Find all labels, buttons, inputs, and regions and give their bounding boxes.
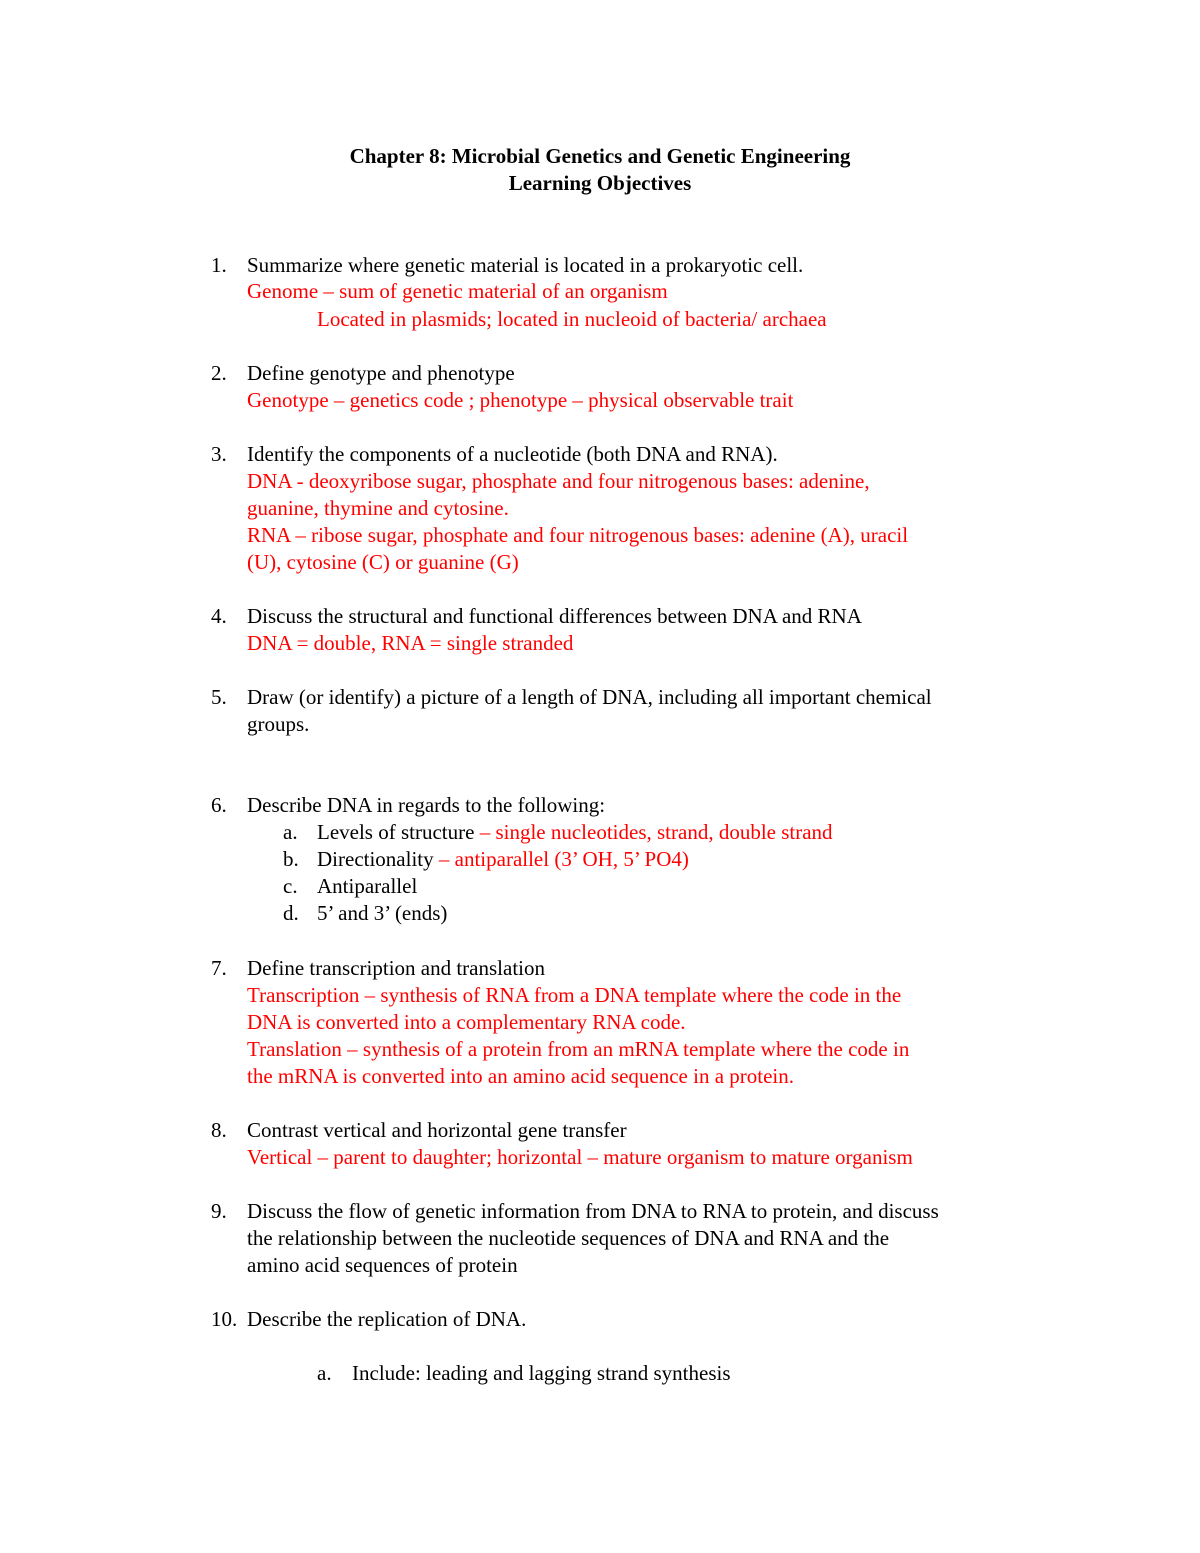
question-text: Describe the replication of DNA. — [247, 1307, 527, 1331]
subitem-letter: a. — [317, 1361, 332, 1385]
answer-text: Genome – sum of genetic material of an organism — [247, 279, 668, 303]
page-subtitle: Learning Objectives — [508, 171, 692, 195]
subitem-text — [317, 846, 689, 873]
question-text: Draw (or identify) a picture of a length of DNA, including all important chemical — [247, 685, 932, 709]
item-number: 5. — [211, 685, 227, 709]
question-text: amino acid sequences of protein — [247, 1253, 518, 1277]
subitem-label: Antiparallel — [317, 874, 418, 898]
answer-text: Genotype – genetics code ; phenotype – physical observable trait — [247, 388, 794, 412]
answer-text: Vertical – parent to daughter; horizontal – mature organism to mature organism — [247, 1145, 913, 1169]
question-text: the relationship between the nucleotide sequences of DNA and RNA and the — [247, 1226, 890, 1250]
answer-text: DNA = double, RNA = single stranded — [247, 631, 574, 655]
question-text: Define genotype and phenotype — [247, 361, 515, 385]
subitem-text — [317, 900, 447, 927]
item-number: 2. — [211, 361, 227, 385]
page-title: Chapter 8: Microbial Genetics and Genetic Engineering — [349, 144, 851, 168]
subitem-answer: – single nucleotides, strand, double strand — [474, 820, 833, 844]
question-text: Discuss the flow of genetic information from DNA to RNA to protein, and discuss — [247, 1199, 939, 1223]
question-text: Identify the components of a nucleotide (both DNA and RNA). — [247, 442, 778, 466]
subitem-label: Directionality — [317, 847, 434, 871]
answer-text: (U), cytosine (C) or guanine (G) — [247, 550, 519, 574]
subitem-letter: c. — [283, 874, 298, 898]
answer-text: Located in plasmids; located in nucleoid of bacteria/ archaea — [317, 307, 827, 331]
answer-text: DNA - deoxyribose sugar, phosphate and four nitrogenous bases: adenine, — [247, 469, 870, 493]
answer-text: Transcription – synthesis of RNA from a DNA template where the code in the — [247, 983, 902, 1007]
question-text: Define transcription and translation — [247, 956, 545, 980]
item-number: 9. — [211, 1199, 227, 1223]
subitem-letter: b. — [283, 847, 299, 871]
item-number: 10. — [211, 1307, 238, 1331]
question-text: Contrast vertical and horizontal gene transfer — [247, 1118, 627, 1142]
answer-text: DNA is converted into a complementary RNA code. — [247, 1010, 686, 1034]
subitem-answer: – antiparallel (3’ OH, 5’ PO4) — [433, 847, 689, 871]
answer-text: the mRNA is converted into an amino acid sequence in a protein. — [247, 1064, 795, 1088]
question-text: groups. — [247, 712, 310, 736]
question-text: Discuss the structural and functional differences between DNA and RNA — [247, 604, 862, 628]
item-number: 4. — [211, 604, 227, 628]
answer-text: guanine, thymine and cytosine. — [247, 496, 509, 520]
subitem-label: 5’ and 3’ (ends) — [317, 901, 448, 925]
subitem-text — [317, 819, 833, 846]
subitem-letter: a. — [283, 820, 298, 844]
item-number: 3. — [211, 442, 227, 466]
item-number: 8. — [211, 1118, 227, 1142]
answer-text: RNA – ribose sugar, phosphate and four nitrogenous bases: adenine (A), uracil — [247, 523, 909, 547]
subitem-text: Include: leading and lagging strand synthesis — [352, 1361, 731, 1385]
subitem-text — [317, 873, 417, 900]
item-number: 1. — [211, 253, 227, 277]
question-text: Summarize where genetic material is located in a prokaryotic cell. — [247, 253, 804, 277]
item-number: 6. — [211, 793, 227, 817]
item-number: 7. — [211, 956, 227, 980]
subitem-letter: d. — [283, 901, 299, 925]
question-text: Describe DNA in regards to the following: — [247, 793, 606, 817]
answer-text: Translation – synthesis of a protein from an mRNA template where the code in — [247, 1037, 910, 1061]
subitem-label: Levels of structure — [317, 820, 475, 844]
